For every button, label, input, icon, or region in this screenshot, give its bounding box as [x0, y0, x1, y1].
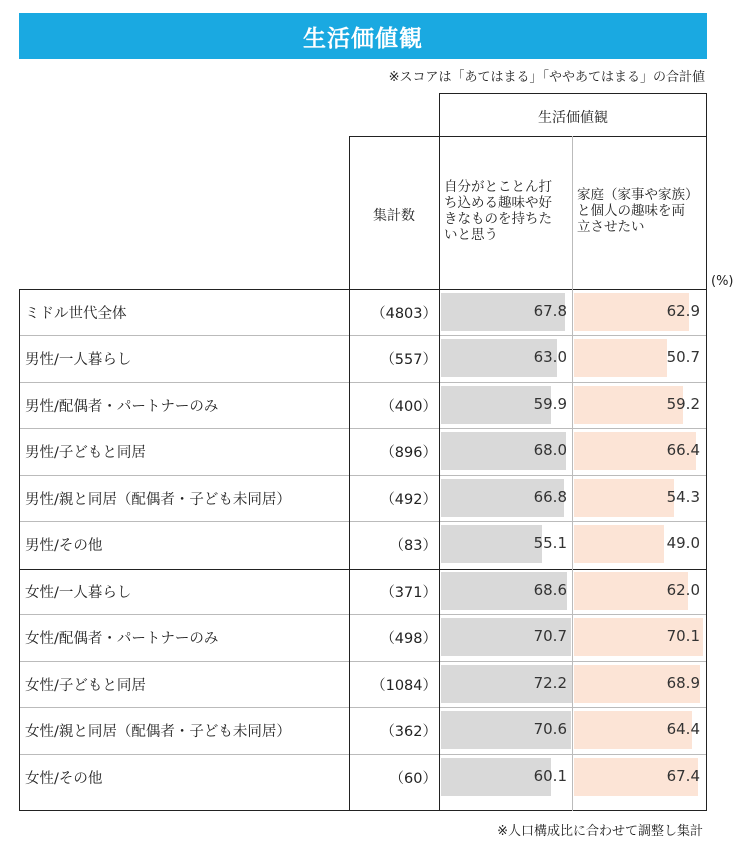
data-label: 67.8 [533, 302, 567, 320]
header-line: 立させたい [577, 219, 645, 235]
data-label: 60.1 [533, 766, 567, 785]
header-line: きなものを持ちた [444, 211, 552, 227]
data-label: 70.1 [666, 627, 700, 646]
data-label: 54.3 [666, 487, 700, 506]
data-label: 62.9 [666, 302, 700, 320]
table-bottom-border [19, 810, 707, 811]
row-count: （60） [389, 770, 437, 787]
row-count: （371） [380, 584, 437, 601]
row-divider [19, 428, 707, 429]
data-label: 62.0 [666, 580, 700, 599]
header-line: 自分がとことん打 [444, 179, 552, 195]
row-label: 女性/配偶者・パートナーのみ [25, 631, 219, 648]
data-label: 59.9 [533, 394, 567, 413]
chart-title: 生活価値観 [19, 13, 707, 59]
header-line: いと思う [444, 227, 498, 243]
data-label: 66.8 [533, 487, 567, 506]
row-count: （498） [380, 631, 437, 648]
data-label: 70.6 [533, 720, 567, 739]
row-count: （557） [380, 352, 437, 369]
data-label: 67.4 [666, 766, 700, 785]
row-label: 男性/その他 [25, 538, 103, 555]
header-mid-border [349, 136, 707, 137]
header-col2-label [577, 187, 709, 235]
row-divider [19, 521, 707, 522]
data-label: 59.2 [666, 394, 700, 413]
row-divider [19, 335, 707, 336]
data-table [19, 93, 707, 811]
row-divider [19, 661, 707, 662]
row-label: ミドル世代全体 [25, 306, 127, 322]
count-left-border [349, 136, 350, 811]
group-divider [19, 569, 707, 570]
row-count: （4803） [371, 306, 437, 322]
method-note: ※人口構成比に合わせて調整し集計 [497, 824, 703, 839]
data-label: 55.1 [533, 534, 567, 553]
count-right-border [439, 93, 440, 811]
header-line: と個人の趣味を両 [577, 203, 685, 219]
data-label: 66.4 [666, 441, 700, 460]
data-label: 50.7 [666, 348, 700, 367]
header-bottom-border [19, 289, 707, 290]
header-group-label: 生活価値観 [538, 110, 608, 126]
data-label: 64.4 [666, 720, 700, 739]
row-divider [19, 475, 707, 476]
row-count: （362） [380, 724, 437, 741]
header-line: ち込める趣味や好 [444, 195, 552, 211]
row-divider [19, 754, 707, 755]
row-label: 男性/配偶者・パートナーのみ [25, 398, 219, 415]
row-label: 女性/親と同居（配偶者・子ども未同居） [25, 724, 291, 741]
row-count: （400） [380, 398, 437, 415]
row-label: 女性/一人暮らし [25, 584, 132, 601]
row-divider [19, 382, 707, 383]
data-label: 68.0 [533, 441, 567, 460]
data-label: 68.9 [666, 673, 700, 692]
header-line: 家庭（家事や家族） [577, 187, 699, 203]
row-label: 男性/一人暮らし [25, 352, 132, 369]
row-count: （492） [380, 491, 437, 508]
data-label: 49.0 [666, 534, 700, 553]
row-label: 男性/子どもと同居 [25, 445, 146, 462]
unit-label: (%) [711, 274, 734, 289]
score-note: ※スコアは「あてはまる」「ややあてはまる」の合計値 [388, 70, 705, 85]
row-count: （896） [380, 445, 437, 462]
header-count-label: 集計数 [373, 208, 415, 224]
left-border [19, 289, 20, 811]
row-divider [19, 614, 707, 615]
data-label: 72.2 [533, 673, 567, 692]
col-divider [572, 136, 573, 811]
row-label: 女性/その他 [25, 770, 103, 787]
header-col1-label [444, 179, 576, 243]
data-label: 68.6 [533, 580, 567, 599]
header-top-border [439, 93, 707, 94]
row-count: （83） [389, 538, 437, 555]
row-label: 女性/子どもと同居 [25, 677, 146, 694]
row-label: 男性/親と同居（配偶者・子ども未同居） [25, 491, 291, 508]
data-label: 70.7 [533, 627, 567, 646]
row-count: （1084） [371, 677, 437, 694]
data-label: 63.0 [533, 348, 567, 367]
row-divider [19, 707, 707, 708]
right-border [706, 93, 707, 811]
